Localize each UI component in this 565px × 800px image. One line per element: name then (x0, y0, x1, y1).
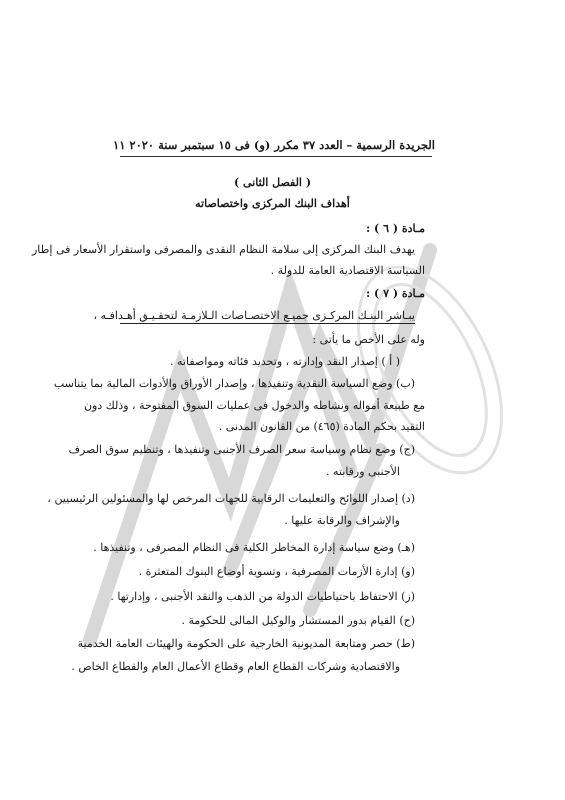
list-item: (ح) القيام بدور المستشار والوكيل المالى للحكومة . (181, 614, 415, 627)
article-7-heading: مـادة ( ٧ ) : (366, 287, 425, 300)
list-item: التقيد بحكم المادة (٤٦٥) من القانون المدنى . (218, 420, 425, 433)
article-6-heading: مـادة ( ٦ ) : (366, 222, 425, 235)
chapter-title: ( الفصل الثانى ) (233, 176, 312, 189)
list-item: والإشراف والرقابة عليها . (284, 514, 400, 527)
list-item: ( أ ) إصدار النقد وإدارته ، وتحديد فئاته ومواصفاته . (170, 355, 400, 368)
list-item: (ز) الاحتفاظ باحتياطيات الدولة من الذهب والنقد الأجنبى ، وإدارتها . (110, 590, 415, 603)
header-divider (120, 156, 432, 157)
page-header: الجريدة الرسمية – العدد ٣٧ مكرر (و) فى ١٥ سبتمبر سنة ٢٠٢٠ ١١ (113, 138, 435, 152)
list-item: (و) إدارة الأزمات المصرفية ، وتسوية أوضاع البنوك المتعثرة . (138, 565, 415, 578)
list-item: مع طبيعة أمواله ونشاطه والدخول فى عمليات السوق المفتوحة ، وذلك دون (83, 399, 425, 412)
list-item: (هـ) وضع سياسة إدارة المخاطر الكلية فى النظام المصرفى ، وتنفيذها . (93, 541, 415, 554)
article-7-intro-2: وله على الأخص ما يأتى : (312, 333, 425, 346)
list-item: والاقتصادية وشركات القطاع العام وقطاع الأعمال العام والقطاع الخاص . (71, 660, 400, 673)
article-6-line-1: يهدف البنك المركزى إلى سلامة النظام النقدى والمصرفى واستقرار الأسعار فى إطار (31, 243, 415, 256)
chapter-subtitle: أهداف البنك المركزى واختصاصاته (195, 197, 350, 210)
list-item: (ط) حصر ومتابعة المديونية الخارجية على الحكومة والهيئات العامة الخدمية (77, 637, 415, 650)
list-item: (ج) وضع نظام وسياسة سعر الصرف الأجنبى وتنفيذها ، وتنظيم سوق الصرف (68, 443, 415, 456)
article-6-line-2: السياسة الاقتصادية العامة للدولة . (270, 264, 425, 277)
list-item: الأجنبى ورقابته . (326, 465, 400, 478)
list-item: (د) إصدار اللوائح والتعليمات الرقابية للجهات المرخص لها والمسئولين الرئيسيين ، (47, 492, 415, 505)
article-7-intro-1: يبـاشر البنـك المركـزى جميـع الاختصـاصات الـلازمـة لتحقـيـق أهـدافـه ، (93, 309, 415, 322)
list-item: (ب) وضع السياسة النقدية وتنفيذها ، وإصدار الأوراق والأدوات المالية بما يتناسب (53, 377, 415, 390)
